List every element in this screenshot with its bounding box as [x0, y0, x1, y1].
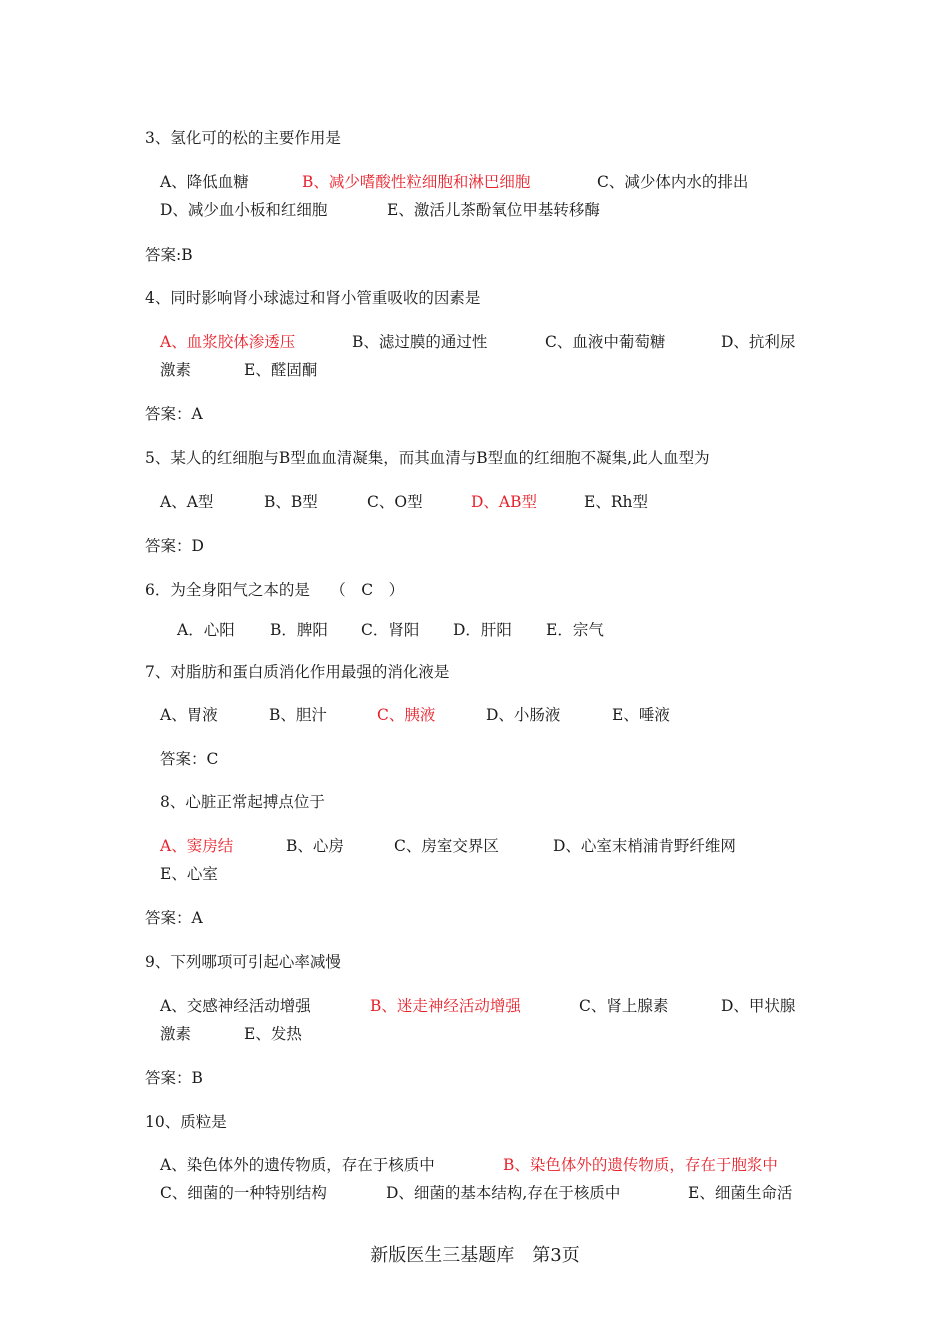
- question-4-option-d-continued: 激素: [160, 361, 192, 379]
- question-6-option-e: E．宗气: [546, 621, 604, 639]
- question-5-option-e: E、Rh型: [584, 493, 648, 511]
- page-footer: 新版医生三基题库 第3页: [370, 1245, 580, 1266]
- question-3-stem: 3、氢化可的松的主要作用是: [145, 129, 341, 147]
- question-8-option-b: B、心房: [286, 837, 344, 855]
- question-7-option-e: E、唾液: [612, 706, 670, 724]
- question-10-stem: 10、质粒是: [145, 1113, 227, 1131]
- question-6-option-d: D．肝阳: [453, 621, 512, 639]
- question-4-option-c: C、血液中葡萄糖: [545, 333, 666, 351]
- question-8-option-e: E、心室: [160, 865, 218, 883]
- question-4-option-e: E、醛固酮: [244, 361, 318, 379]
- question-8-option-c: C、房室交界区: [394, 837, 499, 855]
- question-9-option-c: C、肾上腺素: [579, 997, 669, 1015]
- question-8-answer: 答案：A: [145, 909, 203, 927]
- question-5-answer: 答案：D: [145, 537, 204, 555]
- question-3-option-e: E、激活儿茶酚氧位甲基转移酶: [387, 201, 600, 219]
- question-7-answer: 答案：C: [160, 750, 219, 768]
- question-7-option-a: A、胃液: [160, 706, 218, 724]
- question-5-stem: 5、某人的红细胞与B型血血清凝集，而其血清与B型血的红细胞不凝集,此人血型为: [145, 449, 710, 467]
- question-5-option-d-correct: D、AB型: [471, 493, 538, 511]
- question-9-option-d-continued: 激素: [160, 1025, 192, 1043]
- question-7-option-d: D、小肠液: [486, 706, 561, 724]
- question-5-option-b: B、B型: [264, 493, 318, 511]
- question-9-option-e: E、发热: [244, 1025, 302, 1043]
- question-9-option-a: A、交感神经活动增强: [160, 997, 311, 1015]
- question-4-stem: 4、同时影响肾小球滤过和肾小管重吸收的因素是: [145, 289, 481, 307]
- question-8-option-a-correct: A、窦房结: [160, 837, 234, 855]
- question-6-option-c: C．肾阳: [361, 621, 420, 639]
- question-9-stem: 9、下列哪项可引起心率减慢: [145, 953, 341, 971]
- question-6-stem: 6．为全身阳气之本的是 （ C ）: [145, 581, 405, 599]
- question-4-option-a-correct: A、血浆胶体渗透压: [160, 333, 296, 351]
- question-3-option-c: C、减少体内水的排出: [597, 173, 749, 191]
- question-7-option-c-correct: C、胰液: [377, 706, 436, 724]
- question-3-answer: 答案:B: [145, 246, 193, 264]
- question-6-option-a: A．心阳: [177, 621, 235, 639]
- question-10-option-e: E、细菌生命活: [688, 1184, 793, 1202]
- question-3-option-a: A、降低血糖: [160, 173, 249, 191]
- question-8-option-d: D、心室末梢浦肯野纤维网: [553, 837, 736, 855]
- question-4-option-d: D、抗利尿: [721, 333, 796, 351]
- question-5-option-c: C、O型: [367, 493, 423, 511]
- question-7-option-b: B、胆汁: [269, 706, 327, 724]
- question-10-option-b-correct: B、染色体外的遗传物质，存在于胞浆中: [503, 1156, 778, 1174]
- question-10-option-d: D、细菌的基本结构,存在于核质中: [386, 1184, 621, 1202]
- question-9-option-d: D、甲状腺: [721, 997, 796, 1015]
- question-3-option-b-correct: B、减少嗜酸性粒细胞和淋巴细胞: [302, 173, 531, 191]
- question-5-option-a: A、A型: [160, 493, 214, 511]
- question-4-option-b: B、滤过膜的通过性: [352, 333, 488, 351]
- question-9-answer: 答案：B: [145, 1069, 203, 1087]
- question-3-option-d: D、减少血小板和红细胞: [160, 201, 328, 219]
- question-4-answer: 答案：A: [145, 405, 203, 423]
- question-10-option-a: A、染色体外的遗传物质，存在于核质中: [160, 1156, 435, 1174]
- question-8-stem: 8、心脏正常起搏点位于: [160, 793, 325, 811]
- question-6-option-b: B．脾阳: [270, 621, 328, 639]
- question-7-stem: 7、对脂肪和蛋白质消化作用最强的消化液是: [145, 663, 450, 681]
- question-10-option-c: C、细菌的一种特别结构: [160, 1184, 327, 1202]
- question-9-option-b-correct: B、迷走神经活动增强: [370, 997, 521, 1015]
